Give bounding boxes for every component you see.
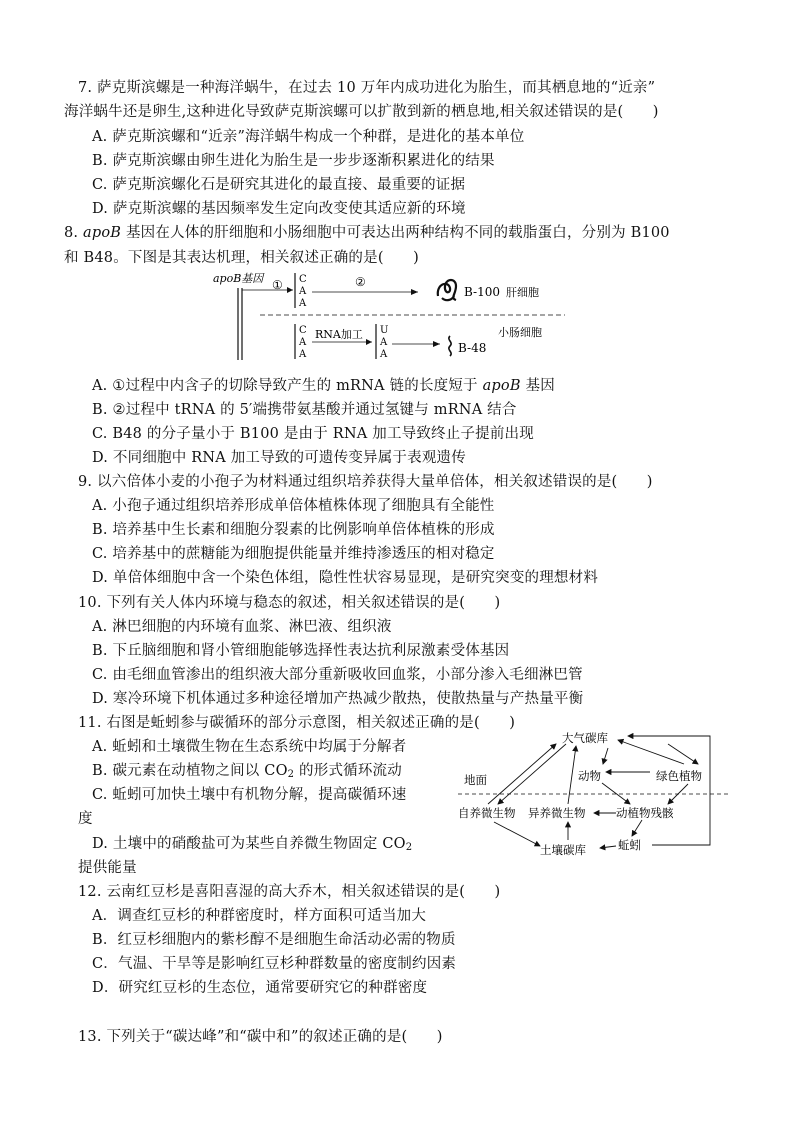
b100-label: B-100 bbox=[464, 285, 500, 299]
q8-option-d: D. 不同细胞中 RNA 加工导致的可遗传变异属于表观遗传 bbox=[92, 450, 466, 466]
q7-option-c: C. 萨克斯滨螺化石是研究其进化的最直接、最重要的证据 bbox=[92, 177, 466, 193]
q11-option-d-line1 bbox=[92, 834, 412, 854]
q8-gene-name: apoB bbox=[83, 225, 122, 241]
q10-option-a: A. 淋巴细胞的内环境有血浆、淋巴液、组织液 bbox=[92, 619, 392, 635]
q11-option-c-line1: C. 蚯蚓可加快土壤中有机物分解，提高碳循环速 bbox=[92, 787, 407, 803]
codon-bottom-2: A bbox=[299, 337, 307, 348]
q8-option-a bbox=[92, 376, 555, 396]
q11-option-a: A. 蚯蚓和土壤微生物在生态系统中均属于分解者 bbox=[92, 739, 407, 755]
q9-option-a: A. 小孢子通过组织培养形成单倍体植株体现了细胞具有全能性 bbox=[92, 498, 495, 514]
q8-number: 8. bbox=[64, 225, 84, 241]
q10-option-b: B. 下丘脑细胞和肾小管细胞能够选择性表达抗利尿激素受体基因 bbox=[92, 643, 510, 659]
intestine-cell-label: 小肠细胞 bbox=[498, 326, 542, 339]
q11-d-text: D. 土壤中的硝酸盐可为某些自养微生物固定 CO bbox=[92, 836, 406, 852]
autotroph-microbe-node: 自养微生物 bbox=[458, 806, 516, 820]
q11-d-subscript: 2 bbox=[405, 842, 413, 853]
rna-processing-label: RNA加工 bbox=[315, 328, 363, 341]
q8-b-text: 过程中 tRNA 的 5′端携带氨基酸并通过氢键与 mRNA 结合 bbox=[125, 402, 517, 418]
animal-node: 动物 bbox=[578, 769, 601, 783]
circled-1: ① bbox=[112, 378, 126, 394]
q11-b-end: 的形式循环流动 bbox=[294, 763, 402, 779]
q11-option-b bbox=[92, 761, 402, 781]
green-plant-node: 绿色植物 bbox=[656, 769, 702, 783]
q8-option-b bbox=[92, 400, 517, 420]
step1-label: ① bbox=[272, 278, 283, 292]
q10-option-d: D. 寒冷环境下机体通过多种途径增加产热减少散热，使散热量与产热量平衡 bbox=[92, 691, 584, 707]
codon-edited-3: A bbox=[380, 349, 388, 360]
q12-option-d: D．研究红豆杉的生态位，通常要研究它的种群密度 bbox=[92, 980, 428, 996]
b100-protein-icon bbox=[438, 280, 456, 300]
q7-option-d: D. 萨克斯滨螺的基因频率发生定向改变使其适应新的环境 bbox=[92, 201, 466, 217]
circled-2: ② bbox=[112, 402, 126, 418]
ground-label: 地面 bbox=[464, 773, 487, 787]
q12-option-c: C．气温、干旱等是影响红豆杉种群数量的密度制约因素 bbox=[92, 956, 457, 972]
b48-protein-icon bbox=[449, 336, 451, 356]
q7-option-b: B. 萨克斯滨螺由卵生进化为胎生是一步步逐渐积累进化的结果 bbox=[92, 153, 495, 169]
q7-stem-line1: 7. 萨克斯滨螺是一种海洋蜗牛，在过去 10 万年内成功进化为胎生，而其栖息地的“近亲” bbox=[78, 80, 656, 96]
q9-stem: 9. 以六倍体小麦的小孢子为材料通过组织培养获得大量单倍体，相关叙述错误的是( ) bbox=[78, 474, 653, 490]
q8-a-gene: apoB bbox=[482, 378, 521, 394]
q12-stem: 12. 云南红豆杉是喜阳喜湿的高大乔木，相关叙述错误的是( ) bbox=[78, 884, 501, 900]
q11-b-subscript: 2 bbox=[287, 769, 295, 780]
codon-top-3: A bbox=[299, 298, 307, 309]
codon-edited-1: U bbox=[380, 325, 389, 336]
codon-bottom-3: A bbox=[299, 349, 307, 360]
b48-label: B-48 bbox=[458, 341, 487, 355]
apob-gene-label: apoB基因 bbox=[213, 272, 264, 285]
earthworm-node: 蚯蚓 bbox=[618, 838, 641, 852]
soil-carbon-pool: 土壤碳库 bbox=[540, 843, 586, 857]
remains-node: 动植物残骸 bbox=[616, 806, 674, 820]
q7-stem-line2: 海洋蜗牛还是卵生,这种进化导致萨克斯滨螺可以扩散到新的栖息地,相关叙述错误的是( ) bbox=[64, 104, 659, 120]
q8-option-c: C. B48 的分子量小于 B100 是由于 RNA 加工导致终止子提前出现 bbox=[92, 426, 534, 442]
q8-stem-line1 bbox=[64, 223, 670, 243]
apob-expression-diagram bbox=[200, 268, 580, 368]
q11-stem: 11. 右图是蚯蚓参与碳循环的部分示意图，相关叙述正确的是( ) bbox=[78, 715, 516, 731]
q11-option-c-line2: 度 bbox=[78, 811, 93, 827]
liver-cell-label: 肝细胞 bbox=[506, 286, 539, 299]
q10-stem: 10. 下列有关人体内环境与稳态的叙述，相关叙述错误的是( ) bbox=[78, 595, 501, 611]
q12-option-b: B．红豆杉细胞内的紫杉醇不是细胞生命活动必需的物质 bbox=[92, 932, 456, 948]
q10-option-c: C. 由毛细血管渗出的组织液大部分重新吸收回血浆，小部分渗入毛细淋巴管 bbox=[92, 667, 583, 683]
q8-a-text: 过程中内含子的切除导致产生的 mRNA 链的长度短于 bbox=[125, 378, 483, 394]
step2-label: ② bbox=[355, 275, 366, 289]
q8-stem-rest: 基因在人体的肝细胞和小肠细胞中可表达出两种结构不同的载脂蛋白，分别为 B100 bbox=[121, 225, 670, 241]
q8-b-letter: B. bbox=[92, 402, 113, 418]
carbon-cycle-diagram bbox=[458, 728, 730, 863]
codon-top-2: A bbox=[299, 286, 307, 297]
q13-stem: 13. 下列关于“碳达峰”和“碳中和”的叙述正确的是( ) bbox=[78, 1029, 443, 1045]
q11-b-text: B. 碳元素在动植物之间以 CO bbox=[92, 763, 288, 779]
codon-top-1: C bbox=[299, 274, 307, 285]
atmosphere-carbon-pool: 大气碳库 bbox=[562, 731, 608, 745]
q12-option-a: A．调查红豆杉的种群密度时，样方面积可适当加大 bbox=[92, 908, 427, 924]
q11-option-d-line2: 提供能量 bbox=[78, 860, 137, 876]
q9-option-d: D. 单倍体细胞中含一个染色体组，隐性性状容易显现，是研究突变的理想材料 bbox=[92, 570, 599, 586]
q8-a-letter: A. bbox=[92, 378, 113, 394]
codon-edited-2: A bbox=[380, 337, 388, 348]
heterotroph-microbe-node: 异养微生物 bbox=[528, 806, 586, 820]
q9-option-c: C. 培养基中的蔗糖能为细胞提供能量并维持渗透压的相对稳定 bbox=[92, 546, 495, 562]
q8-stem-line2: 和 B48。下图是其表达机理，相关叙述正确的是( ) bbox=[64, 250, 419, 266]
q9-option-b: B. 培养基中生长素和细胞分裂素的比例影响单倍体植株的形成 bbox=[92, 522, 495, 538]
cycle-arrows bbox=[488, 736, 710, 848]
codon-bottom-1: C bbox=[299, 325, 307, 336]
q7-option-a: A. 萨克斯滨螺和“近亲”海洋蜗牛构成一个种群，是进化的基本单位 bbox=[92, 129, 525, 145]
q8-a-end: 基因 bbox=[520, 378, 555, 394]
